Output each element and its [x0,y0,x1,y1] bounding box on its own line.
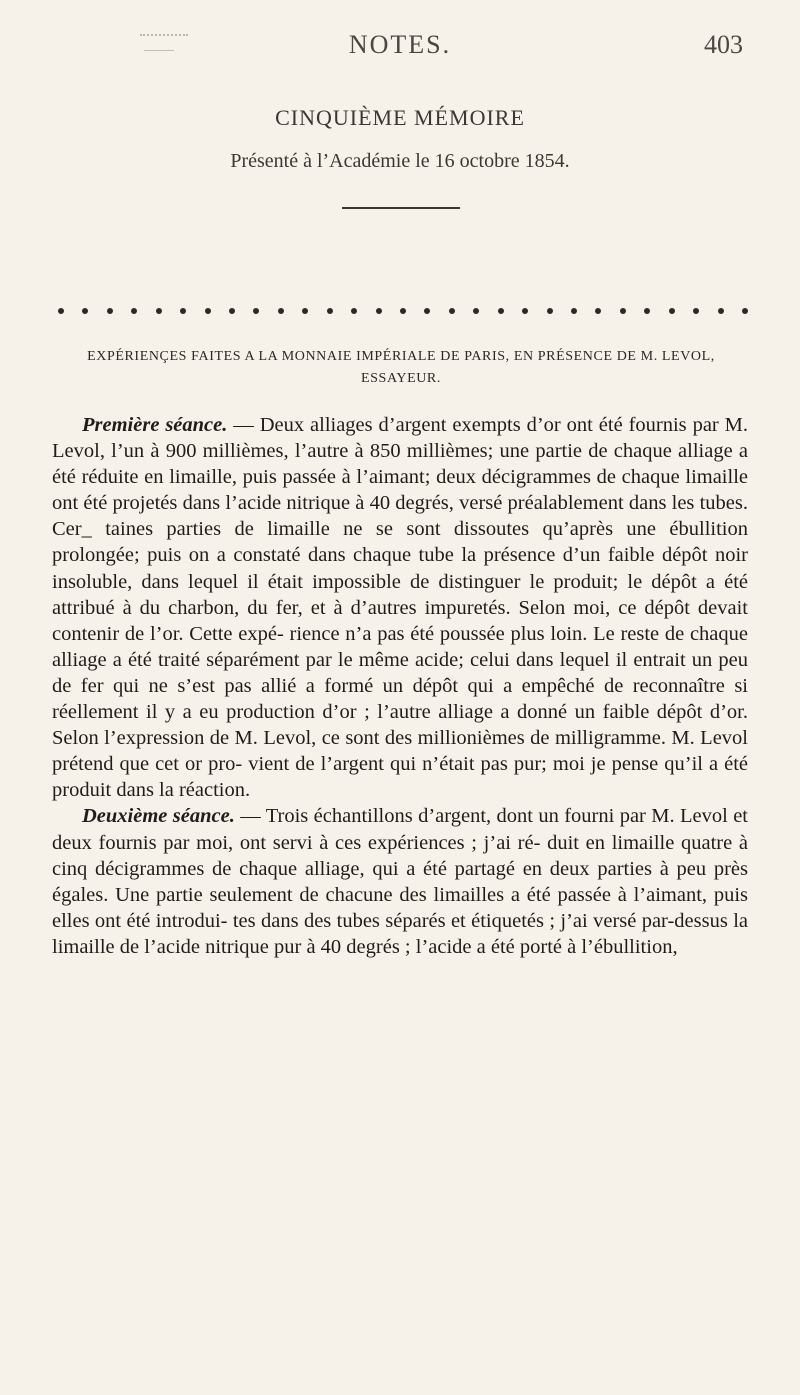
title-rule [342,207,460,209]
paragraph-text: — Trois échantillons d’argent, dont un fourni par M. Levol et deux fournis par moi, ont servi à ces expériences ; j’ai ré- duit en limaille quatre à cinq décigrammes de chaque alliage, qui a été partagé en deux parties à peu près égales. Une partie seulement de chacune des limailles a été passée à l’aimant, puis elles ont été introdui- tes dans des tubes séparés et étiquetés ; j’ai versé par-dessus la limaille de l’acide nitrique pur à 40 degrés ; l’acide a été porté à l’ébullition, [52,805,748,958]
ellipsis-dot [131,308,137,314]
ellipsis-dot [180,308,186,314]
ellipsis-dot [229,308,235,314]
ellipsis-dot [278,308,284,314]
ellipsis-dot-row [58,306,748,318]
ellipsis-dot [620,308,626,314]
page-number: 403 [704,30,743,59]
memoir-title: CINQUIÈME MÉMOIRE [275,105,525,130]
body-text [52,412,748,960]
ellipsis-dot [522,308,528,314]
ellipsis-dot [327,308,333,314]
ellipsis-dot [205,308,211,314]
ellipsis-dot [693,308,699,314]
ellipsis-dot [742,308,748,314]
presentation-date-line: Présenté à l’Académie le 16 octobre 1854. [230,150,570,172]
ellipsis-dot [302,308,308,314]
ellipsis-dot [424,308,430,314]
ellipsis-dot [547,308,553,314]
ellipsis-dot [156,308,162,314]
ellipsis-dot [253,308,259,314]
running-head [0,28,800,68]
ellipsis-dot [351,308,357,314]
paragraph-deuxieme-seance [52,803,748,960]
running-head-title: NOTES. [348,30,452,59]
paragraph-premiere-seance [52,412,748,803]
ellipsis-dot [571,308,577,314]
ellipsis-dot [58,308,64,314]
ellipsis-dot [107,308,113,314]
ellipsis-dot [498,308,504,314]
ellipsis-dot [644,308,650,314]
ellipsis-dot [400,308,406,314]
ellipsis-dot [82,308,88,314]
ellipsis-dot [449,308,455,314]
ellipsis-dot [595,308,601,314]
ellipsis-dot [473,308,479,314]
paragraph-lead: Deuxième séance. [82,805,235,828]
ellipsis-dot [669,308,675,314]
section-heading: EXPÉRIENÇES FAITES A LA MONNAIE IMPÉRIALE DE PARIS, EN PRÉSENCE DE M. LEVOL, ESSAYEUR. [87,349,715,386]
paragraph-text: — Deux alliages d’argent exempts d’or ont été fournis par M. Levol, l’un à 900 millièmes, l’autre à 850 millièmes; une partie de chaque alliage a été réduite en limaille, puis passée à l’aimant; deux décigrammes de chaque limaille ont été projetés dans l’acide nitrique à 40 degrés, versé préalablement dans les tubes. Cer_ taines parties de limaille ne se sont dissoutes qu’après une ébullition prolongée; puis on a constaté dans chaque tube la présence d’un faible dépôt noir insoluble, dans lequel il était impossible de distinguer le produit; le dépôt a été attribué à du charbon, du fer, et à d’autres impuretés. Selon moi, ce dépôt devait contenir de l’or. Cette expé- rience n’a pas été poussée plus loin. Le reste de chaque alliage a été traité séparément par le même acide; celui dans lequel il entrait un peu de fer qui ne s’est pas allié a formé un dépôt qui a empêché de reconnaître si réellement il y a eu production d’or ; l’autre alliage a donné un faible dépôt d’or. Selon l’expression de M. Levol, ce sont des millionièmes de milligramme. M. Levol prétend que cet or pro- vient de l’argent qui n’était pas pur; moi je pense qu’il a été produit dans la réaction. [52,414,749,802]
ellipsis-dot [718,308,724,314]
ellipsis-dot [376,308,382,314]
paragraph-lead: Première séance. [82,414,228,436]
